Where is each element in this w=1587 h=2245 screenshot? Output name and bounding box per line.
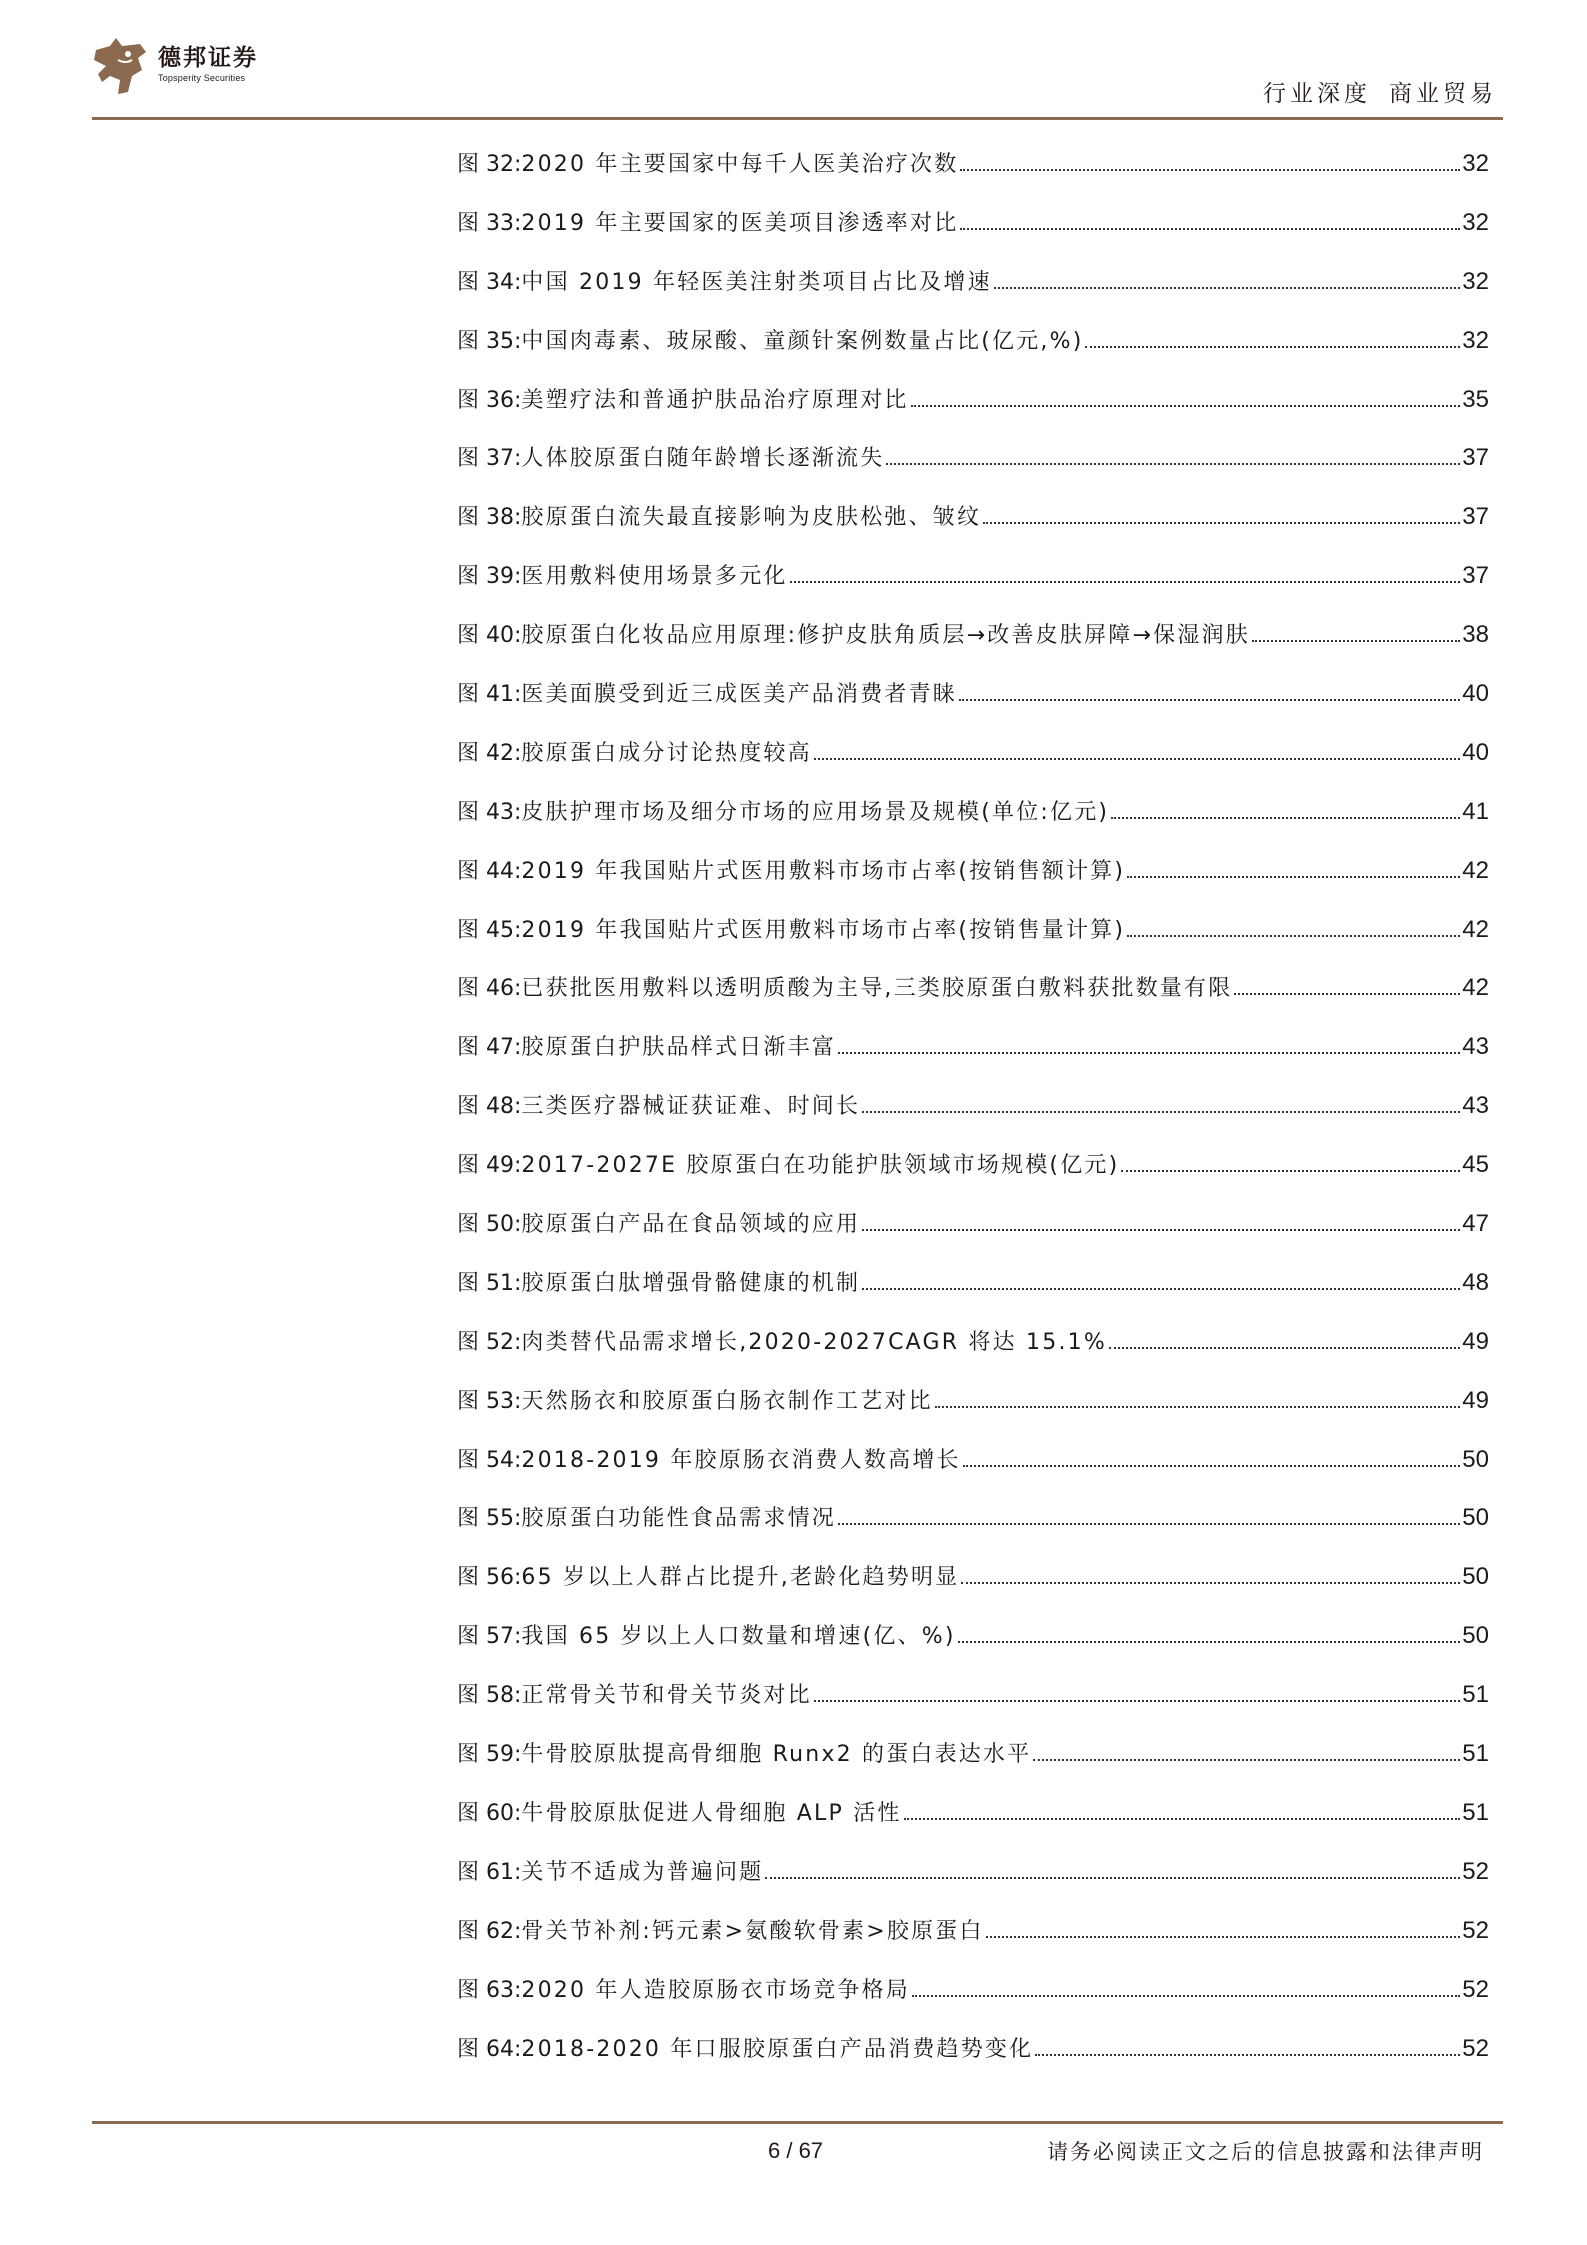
toc-entry-page: 45 (1462, 1151, 1489, 1179)
report-category (1263, 80, 1497, 108)
toc-entry[interactable] (457, 1792, 1489, 1851)
toc-entry[interactable] (457, 496, 1489, 555)
toc-dot-leader (1234, 992, 1460, 995)
toc-entry-label: 图 57: (457, 1624, 522, 1650)
toc-entry-title: 胶原蛋白流失最直接影响为皮肤松弛、皱纹 (521, 505, 982, 531)
page-number: 6 / 67 (768, 2138, 824, 2163)
toc-entry-page: 43 (1462, 1033, 1489, 1061)
toc-entry-page: 35 (1462, 385, 1489, 413)
toc-entry-page: 32 (1462, 208, 1489, 236)
toc-dot-leader (1127, 934, 1460, 937)
toc-entry[interactable] (457, 1439, 1489, 1498)
toc-entry-label: 图 52: (457, 1329, 522, 1355)
toc-entry-page: 42 (1462, 915, 1489, 943)
toc-dot-leader (994, 286, 1461, 289)
toc-entry-page: 47 (1462, 1210, 1489, 1238)
toc-entry-title: 天然肠衣和胶原蛋白肠衣制作工艺对比 (521, 1388, 933, 1414)
toc-entry[interactable] (457, 1556, 1489, 1615)
toc-entry-page: 41 (1462, 797, 1489, 825)
toc-entry-page: 52 (1462, 1916, 1489, 1944)
toc-dot-leader (1033, 1758, 1460, 1761)
toc-entry-title: 胶原蛋白护肤品样式日渐丰富 (521, 1035, 837, 1061)
toc-entry[interactable] (457, 909, 1489, 968)
toc-entry[interactable] (457, 1144, 1489, 1203)
toc-dot-leader (1127, 875, 1460, 878)
toc-dot-leader (960, 168, 1460, 171)
toc-entry-title: 牛骨胶原肽提高骨细胞 Runx2 的蛋白表达水平 (521, 1742, 1032, 1768)
toc-entry-page: 49 (1462, 1327, 1489, 1355)
toc-entry-label: 图 40: (457, 623, 522, 649)
toc-entry-title: 人体胶原蛋白随年龄增长逐渐流失 (521, 446, 885, 472)
report-sector: 商业贸易 (1389, 81, 1497, 107)
toc-entry-label: 图 54: (457, 1447, 522, 1473)
toc-entry-label: 图 32: (457, 152, 522, 177)
toc-entry-title: 胶原蛋白功能性食品需求情况 (521, 1506, 837, 1532)
toc-entry-title: 2017-2027E 胶原蛋白在功能护肤领域市场规模(亿元) (521, 1153, 1120, 1179)
toc-dot-leader (814, 1699, 1460, 1702)
toc-dot-leader (904, 1817, 1461, 1820)
toc-entry-label: 图 53: (457, 1388, 522, 1414)
toc-entry-label: 图 55: (457, 1506, 522, 1532)
toc-entry-title: 三类医疗器械证获证难、时间长 (521, 1094, 861, 1120)
toc-entry-label: 图 39: (457, 564, 522, 590)
toc-dot-leader (958, 1640, 1461, 1643)
toc-dot-leader (963, 1464, 1461, 1467)
toc-entry[interactable] (457, 1026, 1489, 1085)
toc-entry[interactable] (457, 673, 1489, 732)
toc-entry[interactable] (457, 1615, 1489, 1674)
toc-entry-label: 图 58: (457, 1683, 522, 1709)
toc-entry-label: 图 47: (457, 1035, 522, 1061)
toc-entry-title: 2020 年人造胶原肠衣市场竞争格局 (521, 1977, 910, 2003)
toc-entry-label: 图 44: (457, 858, 522, 884)
toc-entry-title: 美塑疗法和普通护肤品治疗原理对比 (521, 387, 909, 413)
toc-dot-leader (838, 1522, 1460, 1525)
toc-entry-label: 图 48: (457, 1094, 522, 1120)
header-divider (92, 117, 1503, 120)
toc-dot-leader (862, 1228, 1460, 1231)
toc-entry-page: 42 (1462, 974, 1489, 1002)
toc-entry-title: 2019 年主要国家的医美项目渗透率对比 (521, 210, 959, 236)
toc-entry-label: 图 50: (457, 1212, 522, 1238)
toc-entry[interactable] (457, 1910, 1489, 1969)
toc-entry[interactable] (457, 1674, 1489, 1733)
toc-entry[interactable] (457, 614, 1489, 673)
report-type: 行业深度 (1263, 81, 1371, 107)
toc-entry-label: 图 61: (457, 1859, 522, 1885)
toc-entry-page: 32 (1462, 150, 1489, 177)
toc-dot-leader (862, 1110, 1460, 1113)
toc-entry-label: 图 46: (457, 976, 522, 1002)
toc-entry-page: 50 (1462, 1504, 1489, 1532)
toc-entry-page: 50 (1462, 1622, 1489, 1650)
toc-entry-title: 牛骨胶原肽促进人骨细胞 ALP 活性 (521, 1800, 902, 1826)
toc-dot-leader (960, 227, 1460, 230)
toc-entry-title: 2019 年我国贴片式医用敷料市场市占率(按销售额计算) (521, 858, 1126, 884)
toc-dot-leader (838, 1051, 1460, 1054)
toc-entry-page: 48 (1462, 1268, 1489, 1296)
toc-entry-page: 51 (1462, 1681, 1489, 1709)
toc-entry-label: 图 45: (457, 917, 522, 943)
toc-entry-title: 关节不适成为普遍问题 (521, 1859, 764, 1885)
toc-entry-title: 我国 65 岁以上人口数量和增速(亿、%) (521, 1624, 956, 1650)
brand-logo-icon (88, 36, 150, 98)
toc-entry[interactable] (457, 437, 1489, 496)
toc-entry-title: 65 岁以上人群占比提升,老龄化趋势明显 (521, 1565, 960, 1591)
toc-entry-label: 图 38: (457, 505, 522, 531)
toc-entry-title: 胶原蛋白产品在食品领域的应用 (521, 1212, 861, 1238)
toc-entry-page: 52 (1462, 2034, 1489, 2062)
toc-entry[interactable] (457, 1851, 1489, 1910)
toc-entry-page: 50 (1462, 1445, 1489, 1473)
toc-entry-label: 图 41: (457, 682, 522, 708)
toc-entry-label: 图 36: (457, 387, 522, 413)
toc-entry-title: 胶原蛋白肽增强骨骼健康的机制 (521, 1270, 861, 1296)
toc-entry[interactable] (457, 1733, 1489, 1792)
toc-entry[interactable] (457, 967, 1489, 1026)
toc-entry[interactable] (457, 1380, 1489, 1439)
toc-entry-title: 2018-2019 年胶原肠衣消费人数高增长 (521, 1447, 961, 1473)
toc-entry-label: 图 42: (457, 740, 522, 766)
toc-entry-page: 38 (1462, 621, 1489, 649)
toc-entry-label: 图 56: (457, 1565, 522, 1591)
toc-entry-label: 图 64: (457, 2036, 522, 2062)
toc-dot-leader (1109, 1346, 1460, 1349)
brand-name (158, 44, 258, 84)
toc-entry-label: 图 63: (457, 1977, 522, 2003)
toc-entry-label: 图 35: (457, 328, 522, 354)
brand-name-en: Topsperity Securities (158, 73, 246, 83)
toc-entry-label: 图 37: (457, 446, 522, 472)
toc-entry-title: 2020 年主要国家中每千人医美治疗次数 (521, 152, 959, 177)
toc-entry-page: 32 (1462, 267, 1489, 295)
toc-dot-leader (983, 521, 1460, 524)
figure-toc-list (457, 143, 1489, 2086)
toc-dot-leader (959, 698, 1460, 701)
toc-entry[interactable] (457, 2028, 1489, 2087)
toc-entry-title: 医用敷料使用场景多元化 (521, 564, 788, 590)
toc-entry[interactable] (457, 791, 1489, 850)
toc-dot-leader (1035, 2053, 1460, 2056)
toc-entry-page: 37 (1462, 503, 1489, 531)
toc-entry[interactable] (457, 379, 1489, 438)
toc-entry-title: 正常骨关节和骨关节炎对比 (521, 1683, 812, 1709)
toc-entry[interactable] (457, 732, 1489, 791)
toc-entry-page: 51 (1462, 1740, 1489, 1768)
toc-dot-leader (1111, 816, 1460, 819)
toc-dot-leader (935, 1405, 1460, 1408)
toc-entry[interactable] (457, 202, 1489, 261)
toc-entry[interactable] (457, 1262, 1489, 1321)
toc-entry-page: 32 (1462, 326, 1489, 354)
toc-entry-label: 图 34: (457, 269, 522, 295)
toc-dot-leader (986, 1935, 1461, 1938)
toc-entry-title: 已获批医用敷料以透明质酸为主导,三类胶原蛋白敷料获批数量有限 (521, 976, 1233, 1002)
toc-entry-label: 图 59: (457, 1742, 522, 1768)
toc-entry-title: 皮肤护理市场及细分市场的应用场景及规模(单位:亿元) (521, 799, 1110, 825)
toc-entry-title: 医美面膜受到近三成医美产品消费者青睐 (521, 682, 958, 708)
toc-entry-page: 42 (1462, 856, 1489, 884)
toc-entry-page: 37 (1462, 444, 1489, 472)
toc-entry-page: 40 (1462, 680, 1489, 708)
toc-entry[interactable] (457, 1085, 1489, 1144)
toc-entry-label: 图 60: (457, 1800, 522, 1826)
toc-dot-leader (1085, 345, 1460, 348)
toc-entry-title: 胶原蛋白成分讨论热度较高 (521, 740, 812, 766)
toc-dot-leader (911, 404, 1461, 407)
toc-entry-label: 图 62: (457, 1918, 522, 1944)
brand-name-cn: 德邦证券 (158, 45, 258, 71)
toc-dot-leader (1252, 639, 1460, 642)
toc-entry[interactable] (457, 143, 1489, 202)
toc-dot-leader (862, 1287, 1460, 1290)
toc-entry-page: 40 (1462, 738, 1489, 766)
toc-dot-leader (790, 580, 1461, 583)
toc-entry-page: 51 (1462, 1798, 1489, 1826)
toc-entry[interactable] (457, 555, 1489, 614)
toc-entry[interactable] (457, 1321, 1489, 1380)
toc-entry[interactable] (457, 1969, 1489, 2028)
toc-entry-title: 胶原蛋白化妆品应用原理:修护皮肤角质层→改善皮肤屏障→保湿润肤 (521, 623, 1250, 649)
toc-entry-page: 52 (1462, 1975, 1489, 2003)
legal-disclaimer: 请务必阅读正文之后的信息披露和法律声明 (1047, 2140, 1484, 2164)
toc-entry-label: 图 51: (457, 1270, 522, 1296)
toc-dot-leader (886, 462, 1460, 465)
toc-entry-title: 肉类替代品需求增长,2020-2027CAGR 将达 15.1% (521, 1329, 1107, 1355)
toc-entry-page: 50 (1462, 1563, 1489, 1591)
toc-entry-title: 2019 年我国贴片式医用敷料市场市占率(按销售量计算) (521, 917, 1126, 943)
toc-entry-title: 中国 2019 年轻医美注射类项目占比及增速 (521, 269, 992, 295)
footer-divider (92, 2121, 1503, 2124)
toc-entry-label: 图 33: (457, 210, 522, 236)
toc-entry-title: 中国肉毒素、玻尿酸、童颜针案例数量占比(亿元,%) (521, 328, 1084, 354)
toc-dot-leader (912, 1994, 1460, 1997)
toc-entry[interactable] (457, 320, 1489, 379)
toc-entry[interactable] (457, 261, 1489, 320)
toc-entry[interactable] (457, 1203, 1489, 1262)
toc-entry-label: 图 43: (457, 799, 522, 825)
toc-entry-page: 37 (1462, 562, 1489, 590)
toc-entry-page: 49 (1462, 1386, 1489, 1414)
toc-entry-label: 图 49: (457, 1153, 522, 1179)
toc-dot-leader (765, 1876, 1460, 1879)
toc-dot-leader (814, 757, 1460, 760)
toc-entry[interactable] (457, 850, 1489, 909)
toc-dot-leader (961, 1581, 1460, 1584)
toc-entry-page: 52 (1462, 1857, 1489, 1885)
toc-entry[interactable] (457, 1497, 1489, 1556)
toc-dot-leader (1121, 1169, 1460, 1172)
toc-entry-title: 骨关节补剂:钙元素>氨酸软骨素>胶原蛋白 (521, 1918, 984, 1944)
toc-entry-page: 43 (1462, 1092, 1489, 1120)
toc-entry-title: 2018-2020 年口服胶原蛋白产品消费趋势变化 (521, 2036, 1034, 2062)
